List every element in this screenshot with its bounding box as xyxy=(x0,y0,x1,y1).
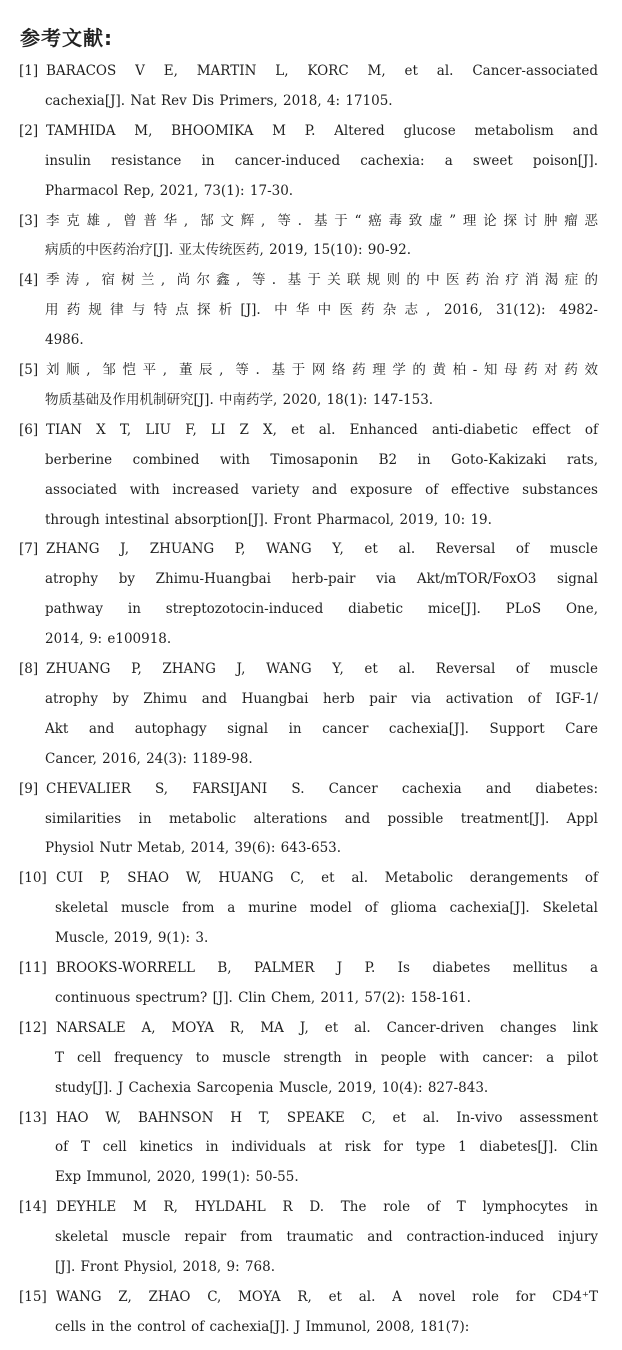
reference-number: [10] xyxy=(19,870,47,887)
reference-text-line: pathway in streptozotocin-induced diabetic mice[J]. PLoS One, xyxy=(45,601,598,618)
reference-text-line: 4986. xyxy=(45,332,84,349)
reference-text-line: similarities in metabolic alterations and possible treatment[J]. Appl xyxy=(45,810,598,827)
reference-number: [7] xyxy=(19,541,39,558)
reference-text-line: 物质基础及作用机制研究[J]. 中南药学, 2020, 18(1): 147-153. xyxy=(45,391,434,408)
reference-text-line: Muscle, 2019, 9(1): 3. xyxy=(55,930,209,947)
reference-number: [2] xyxy=(19,122,39,139)
reference-number: [6] xyxy=(19,421,39,438)
reference-text-line: 季涛, 宿树兰, 尚尔鑫, 等. 基于关联规则的中医药治疗消渴症的 xyxy=(46,272,598,289)
reference-text-line: continuous spectrum? [J]. Clin Chem, 2011, 57(2): 158-161. xyxy=(55,989,471,1006)
reference-text-line: BARACOS V E, MARTIN L, KORC M, et al. Cancer-associated xyxy=(46,63,598,79)
reference-text-line: cachexia[J]. Nat Rev Dis Primers, 2018, 4: 17105. xyxy=(45,92,393,109)
reference-number: [14] xyxy=(19,1199,47,1216)
reference-text-line: TIAN X T, LIU F, LI Z X, et al. Enhanced anti-diabetic effect of xyxy=(46,421,598,438)
reference-number: [15] xyxy=(19,1288,47,1305)
reference-number: [3] xyxy=(19,212,39,229)
reference-text-line: ZHUANG P, ZHANG J, WANG Y, et al. Reversal of muscle xyxy=(46,661,598,677)
reference-text-line: CUI P, SHAO W, HUANG C, et al. Metabolic derangements of xyxy=(56,870,598,887)
reference-text-line: [J]. Front Physiol, 2018, 9: 768. xyxy=(55,1259,275,1275)
reference-text-line: Akt and autophagy signal in cancer cachexia[J]. Support Care xyxy=(45,720,598,737)
reference-text-line: of T cell kinetics in individuals at risk for type 1 diabetes[J]. Clin xyxy=(55,1139,598,1156)
reference-text-line: Physiol Nutr Metab, 2014, 39(6): 643-653. xyxy=(45,840,342,857)
reference-text-line: cells in the control of cachexia[J]. J Immunol, 2008, 181(7): xyxy=(55,1318,470,1335)
reference-text-line: NARSALE A, MOYA R, MA J, et al. Cancer-driven changes link xyxy=(56,1019,598,1036)
reference-number: [11] xyxy=(19,960,47,976)
reference-text-line: 病质的中医药治疗[J]. 亚太传统医药, 2019, 15(10): 90-92. xyxy=(45,242,411,259)
reference-text-line: 刘顺, 邹恺平, 董辰, 等. 基于网络药理学的黄柏-知母药对药效 xyxy=(46,362,598,378)
reference-number: [8] xyxy=(19,661,39,677)
reference-number: [13] xyxy=(19,1109,47,1126)
reference-text-line: T cell frequency to muscle strength in people with cancer: a pilot xyxy=(55,1049,598,1066)
reference-number: [9] xyxy=(19,780,39,797)
reference-text-line: ZHANG J, ZHUANG P, WANG Y, et al. Reversal of muscle xyxy=(46,541,598,558)
reference-text-line: skeletal muscle from a murine model of glioma cachexia[J]. Skeletal xyxy=(55,900,598,917)
reference-text-line: WANG Z, ZHAO C, MOYA R, et al. A novel role for CD4⁺T xyxy=(56,1288,598,1305)
reference-text-line: BROOKS-WORRELL B, PALMER J P. Is diabetes mellitus a xyxy=(56,960,598,976)
reference-text-line: HAO W, BAHNSON H T, SPEAKE C, et al. In-vivo assessment xyxy=(56,1109,598,1126)
reference-text-line: Exp Immunol, 2020, 199(1): 50-55. xyxy=(55,1169,299,1186)
reference-text-line: associated with increased variety and exposure of effective substances xyxy=(45,481,598,498)
reference-number: [4] xyxy=(19,272,39,289)
reference-text-line: insulin resistance in cancer-induced cachexia: a sweet poison[J]. xyxy=(45,152,598,169)
reference-text-line: Pharmacol Rep, 2021, 73(1): 17-30. xyxy=(45,182,294,199)
reference-text-line: 用药规律与特点探析[J]. 中华中医药杂志, 2016, 31(12): 4982- xyxy=(45,302,598,319)
reference-text-line: TAMHIDA M, BHOOMIKA M P. Altered glucose metabolism and xyxy=(46,122,598,139)
reference-text-line: Cancer, 2016, 24(3): 1189-98. xyxy=(45,750,253,767)
reference-text-line: through intestinal absorption[J]. Front Pharmacol, 2019, 10: 19. xyxy=(45,511,492,528)
reference-text-line: 2014, 9: e100918. xyxy=(45,631,172,648)
reference-text-line: atrophy by Zhimu and Huangbai herb pair via activation of IGF-1/ xyxy=(45,690,598,707)
reference-text-line: study[J]. J Cachexia Sarcopenia Muscle, 2019, 10(4): 827-843. xyxy=(55,1079,489,1096)
references-heading: 参考文献: xyxy=(20,26,113,50)
reference-number: [12] xyxy=(19,1019,47,1036)
reference-text-line: DEYHLE M R, HYLDAHL R D. The role of T lymphocytes in xyxy=(56,1199,598,1216)
reference-text-line: berberine combined with Timosaponin B2 in Goto-Kakizaki rats, xyxy=(45,451,598,468)
reference-text-line: CHEVALIER S, FARSIJANI S. Cancer cachexia and diabetes: xyxy=(46,780,598,797)
reference-number: [5] xyxy=(19,362,39,378)
reference-text-line: 李克雄, 曾普华, 郜文辉, 等. 基于“癌毒致虚”理论探讨肿瘤恶 xyxy=(46,212,598,229)
reference-text-line: skeletal muscle repair from traumatic and contraction-induced injury xyxy=(55,1229,598,1246)
reference-number: [1] xyxy=(19,63,39,79)
reference-text-line: atrophy by Zhimu-Huangbai herb-pair via Akt/mTOR/FoxO3 signal xyxy=(45,571,598,588)
